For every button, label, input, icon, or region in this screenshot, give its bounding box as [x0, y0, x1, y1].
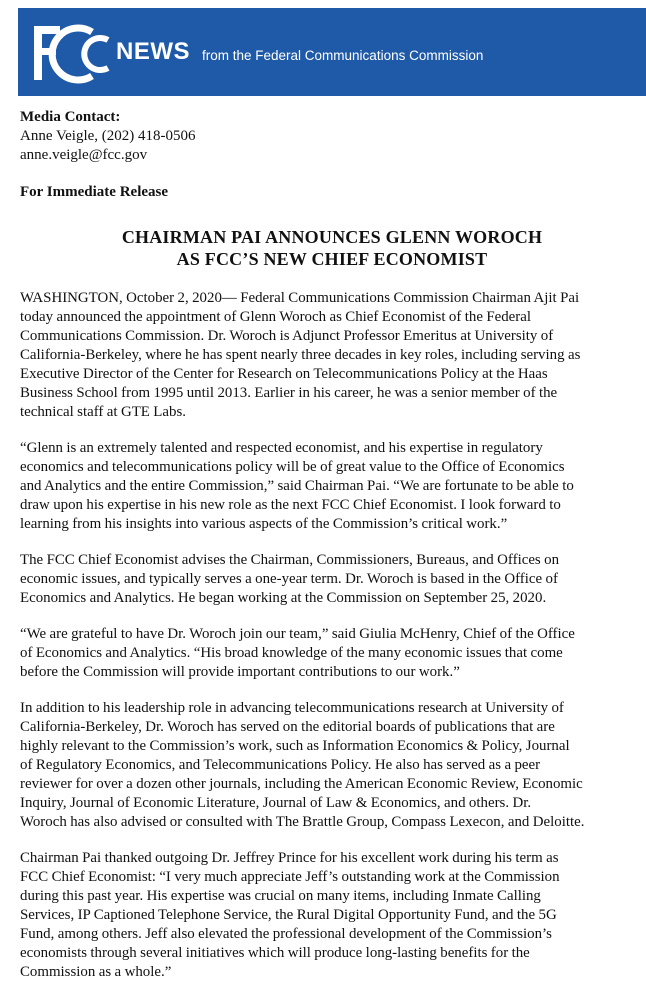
article-body [20, 289, 646, 999]
headline-line-1: CHAIRMAN PAI ANNOUNCES GLENN WOROCH [121, 227, 543, 247]
contact-name-phone: Anne Veigle, (202) 418-0506 [20, 128, 196, 144]
fcc-logo [32, 20, 116, 86]
paragraph: The FCC Chief Economist advises the Chairman, Commissioners, Bureaus, and Offices on economic issues, and typically serves a one-year term. Dr. Woroch is based in the Office of Economics and Analytics. He began working at the Commission on September 25, 2020. [20, 552, 560, 606]
contact-email: anne.veigle@fcc.gov [20, 147, 148, 163]
media-contact [20, 108, 196, 165]
fcc-logo-mark [32, 20, 116, 86]
media-contact-heading: Media Contact: [20, 109, 121, 125]
release-label: For Immediate Release [20, 184, 169, 200]
paragraph: In addition to his leadership role in advancing telecommunications research at University of California-Berkeley, Dr. Woroch has served on the editorial boards of publications that are highly relevant to the Commission’s work, such as Information Economics & Policy, Journal of Regulatory Economics, and Telecommunications Policy. He also has served as a peer reviewer for over a dozen other journals, including the American Economic Review, Economic Inquiry, Journal of Economic Literature, Journal of Law & Economics, and others. Dr. Woroch has also advised or consulted with The Brattle Group, Compass Lexecon, and Deloitte. [20, 700, 585, 830]
headline [18, 226, 646, 270]
paragraph: “We are grateful to have Dr. Woroch join our team,” said Giulia McHenry, Chief of the Office of Economics and Analytics. “His broad knowledge of the many economic issues that come before the Commission will provide important contributions to our work.” [20, 626, 575, 680]
tagline: from the Federal Communications Commission [202, 48, 484, 63]
header-banner [18, 8, 646, 96]
paragraph: WASHINGTON, October 2, 2020— Federal Communications Commission Chairman Ajit Pai today announced the appointment of Glenn Woroch as Chief Economist of the Federal Communications Commission. Dr. Woroch is Adjunct Professor Emeritus at University of California-Berkeley, where he has spent nearly three decades in key roles, including serving as Executive Director of the Center for Research on Telecommunications Policy at the Haas Business School from 1995 until 2013. Earlier in his career, he was a senior member of the technical staff at GTE Labs. [20, 290, 581, 420]
paragraph: “Glenn is an extremely talented and respected economist, and his expertise in regulatory economics and telecommunications policy will be of great value to the Office of Economics and Analytics and the entire Commission,” said Chairman Pai. “We are fortunate to be able to draw upon his expertise in his new role as the next FCC Chief Economist. I look forward to learning from his insights into various aspects of the Commission’s critical work.” [20, 440, 574, 532]
paragraph: Chairman Pai thanked outgoing Dr. Jeffrey Prince for his excellent work during his term as FCC Chief Economist: “I very much appreciate Jeff’s outstanding work at the Commission during this past year. His expertise was crucial on many items, including Inmate Calling Services, IP Captioned Telephone Service, the Rural Digital Opportunity Fund, and the 5G Fund, among others. Jeff also elevated the professional development of the Commission’s economists through several initiatives which will produce long-lasting benefits for the Commission as a whole.” [20, 850, 560, 980]
news-label: NEWS [116, 38, 190, 65]
headline-line-2: AS FCC’S NEW CHIEF ECONOMIST [176, 249, 488, 269]
